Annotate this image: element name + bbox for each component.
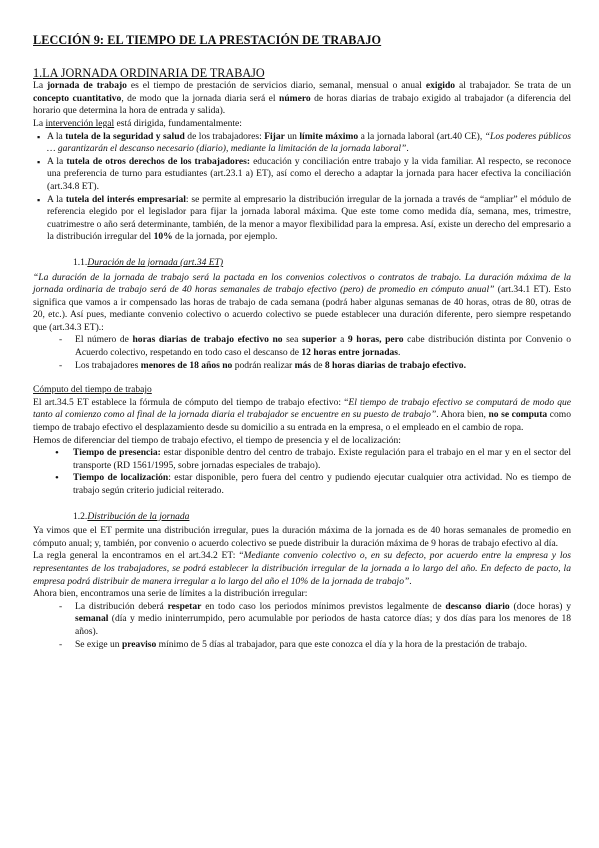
list-item [53,601,571,639]
text: La regla general la encontramos en el art.34.2 ET: “ [33,550,244,562]
bold-text: tutela del interés empresarial [65,193,186,205]
bold-text: preaviso [121,638,157,650]
bold-text: semanal [75,613,109,625]
bold-text: jornada de trabajo [46,80,127,92]
bold-text: respetar [167,600,202,612]
bold-text: Tiempo de presencia: [73,447,161,459]
text: A la [47,130,66,142]
bold-text: menores de 18 años no [140,359,233,371]
paragraph-computo [33,397,571,435]
text: es el tiempo de prestación de servicios diario, semanal, mensual o anual [126,80,426,92]
text: a la jornada laboral (art.40 CE), [358,130,485,142]
page-title: LECCIÓN 9: EL TIEMPO DE LA PRESTACIÓN DE TRABAJO [33,33,382,47]
dot-list-tiempos [33,447,571,497]
text: podrán realizar [232,359,295,371]
text: un [284,130,300,142]
paragraph-regla-general [33,550,571,588]
text: : estar disponible, pero fuera del centro y pudiendo ejecutar cualquier otra actividad. No es tiempo de trabajo según criterio judicial reiterado. [73,472,571,496]
text: de los trabajadores: [184,130,265,142]
text: A la [47,155,67,167]
text: (art.34.1 ET). Esto significa que vamos a ir compensado las horas de trabajo de cada semana (podrá haber algunas semanas de 40 horas, otras de 80, otras de 20, etc.). Así pues, mediante convenio colectivo o acuerdo colectivo se puede establecer una duración diferente, pero siempre respetando que (art.34.3 ET).: [33,284,571,333]
bullet-list-tutela [33,131,571,244]
subsection-number: 1.1. [73,256,88,268]
bold-text: tutela de la seguridad y salud [65,130,185,142]
bold-text: 8 horas diarias de trabajo efectivo. [324,359,466,371]
text: estar disponible dentro del centro de trabajo. Existe regulación para el trabajo en el mar y en el sector del transporte (RD 1561/1995, sobre jornadas especiales de trabajo). [73,447,571,471]
text: de horas diarias de trabajo exigido al trabajador (a diferencia del horario que determina la hora de entrada y salida). [33,92,571,117]
list-item [53,360,571,373]
text: A la [47,193,66,205]
list-item [51,472,571,497]
text: (día y medio ininterrumpido, pero acumulable por periodos de hasta catorce días; y dos días para los menores de 18 años). [75,613,571,637]
list-item [53,334,571,359]
subsection-title: Distribución de la jornada [87,510,190,522]
underlined-text: intervención legal [45,117,115,129]
text: , de modo que la jornada diaria será el [121,92,280,104]
text: La [33,117,46,129]
text: en todo caso los periodos mínimos previstos legalmente de [201,600,446,612]
text: (doce horas) y [509,600,571,612]
text: . Ahora bien, [436,409,489,421]
italic-text: Mediante convenio colectivo o, en su defecto, por acuerdo entre la empresa y los representantes de los trabajadores, se podrá establecer la distribución irregular de la jornada a lo largo del año. En defecto de pacto, la empresa podrá distribuir de manera irregular a lo largo del año el 10% de la jornada de trabajo” [33,550,571,587]
text: está dirigida, fundamentalmente: [114,117,242,129]
section-heading-jornada: 1.LA JORNADA ORDINARIA DE TRABAJO [33,65,265,80]
text: al trabajador. Se trata de un [455,80,571,92]
bold-text: 9 horas, pero [347,334,404,346]
list-item [33,156,571,194]
paragraph-intervencion-legal [33,118,571,131]
dash-list-duracion [33,334,571,372]
text: : se permite al empresario la distribución irregular de la jornada a través de “ampliar” el módulo de referencia elegido por el legislador para fijar la jornada laboral máxima. Que este tome como medida día, semana, mes, trimestre, cuatrimestre o año será determinante, también, de la menor a mayor flexibilidad para la empresa. Así, existe un derecho del empresario a la distribución irregular del [47,193,572,243]
bold-text: Tiempo de localización [73,472,169,484]
list-item [33,131,571,156]
text: La [33,80,47,92]
text: . [409,575,412,587]
text: mínimo de 5 días al trabajador, para que este conozca el día y la hora de la prestación de trabajo. [156,638,527,650]
bold-text: concepto cuantitativo [33,92,122,104]
italic-text: El tiempo de trabajo efectivo se computará de modo que tanto al comienzo como al final de la jornada diaria el trabajador se encuentre en su puesto de trabajo” [33,396,571,421]
text: de [311,359,325,371]
text: como tiempo de trabajo efectivo el desplazamiento desde su domicilio a su entrada en la empresa, o el empleado en el cambio de ropa. [33,409,571,434]
dash-list-limites [33,601,571,651]
subsection-title: Duración de la jornada (art.34 ET) [87,256,224,268]
list-item [51,447,571,472]
bold-text: no se computa [488,409,548,421]
bold-text: más [294,359,312,371]
text: . [406,143,409,155]
text: El número de [75,334,133,346]
text: La distribución deberá [75,600,168,612]
bold-text: 12 horas entre jornadas [301,347,399,359]
bold-text: 10% [153,231,173,243]
paragraph-duracion [33,272,571,335]
text: El art.34.5 ET establece la fórmula de cómputo del tiempo de trabajo efectivo: “ [33,396,349,408]
text: a [336,334,348,346]
paragraph-limites: Ahora bien, encontramos una serie de límites a la distribución irregular: [33,588,308,600]
list-item [53,639,571,652]
text: educación y conciliación entre trabajo y la vida familiar. Al respecto, se reconoce una preferencia de turno para estudiantes (art.23.1 a) ET), así como el derecho a adaptar la jornada para hacer efectiva la conciliación (art.34.8 ET). [47,155,572,192]
italic-text: “Los poderes públicos … garantizarán el descanso necesario (diario), mediante la limitación de la jornada laboral” [47,130,572,155]
computo-heading: Cómputo del tiempo de trabajo [33,384,152,396]
bold-text: Fijar [264,130,285,142]
bold-text: superior [301,334,337,346]
text: Se exige un [75,638,122,650]
text: Los trabajadores [75,359,141,371]
text: . [398,347,401,359]
text: cabe distribución distinta por Convenio o Acuerdo colectivo, respetando en todo caso el descanso de [75,334,571,359]
italic-text: “La duración de la jornada de trabajo será la pactada en los convenios colectivos o contratos de trabajo. La duración máxima de la jornada ordinaria de trabajo será de 40 horas semanales de trabajo efectivo (pero) de promedio en cómputo anual” [33,271,571,296]
paragraph-jornada-definition [33,80,571,118]
bold-text: tutela de otros derechos de los trabajadores: [66,155,251,167]
bold-text: descanso diario [445,600,510,612]
bold-text: número [279,92,311,104]
paragraph-distribucion: Ya vimos que el ET permite una distribución irregular, pues la duración máxima de la jornada es de 40 horas semanales de promedio en cómputo anual; y, también, por convenio o acuerdo colectivo se puede distribuir la duración máxima de 9 horas de trabajo efectivo al día. [33,525,571,549]
text: de la jornada, por ejemplo. [172,231,278,243]
bold-text: horas diarias de trabajo efectivo no [132,334,283,346]
bold-text: exigido [425,80,456,92]
subsection-number: 1.2. [73,510,88,522]
paragraph-diferenciar: Hemos de diferenciar del tiempo de trabajo efectivo, el tiempo de presencia y el de localización: [33,434,401,446]
text: sea [282,334,302,346]
subsection-heading-duracion [73,257,571,270]
subsection-heading-distribucion [73,511,571,524]
list-item [33,194,571,244]
bold-text: límite máximo [299,130,359,142]
